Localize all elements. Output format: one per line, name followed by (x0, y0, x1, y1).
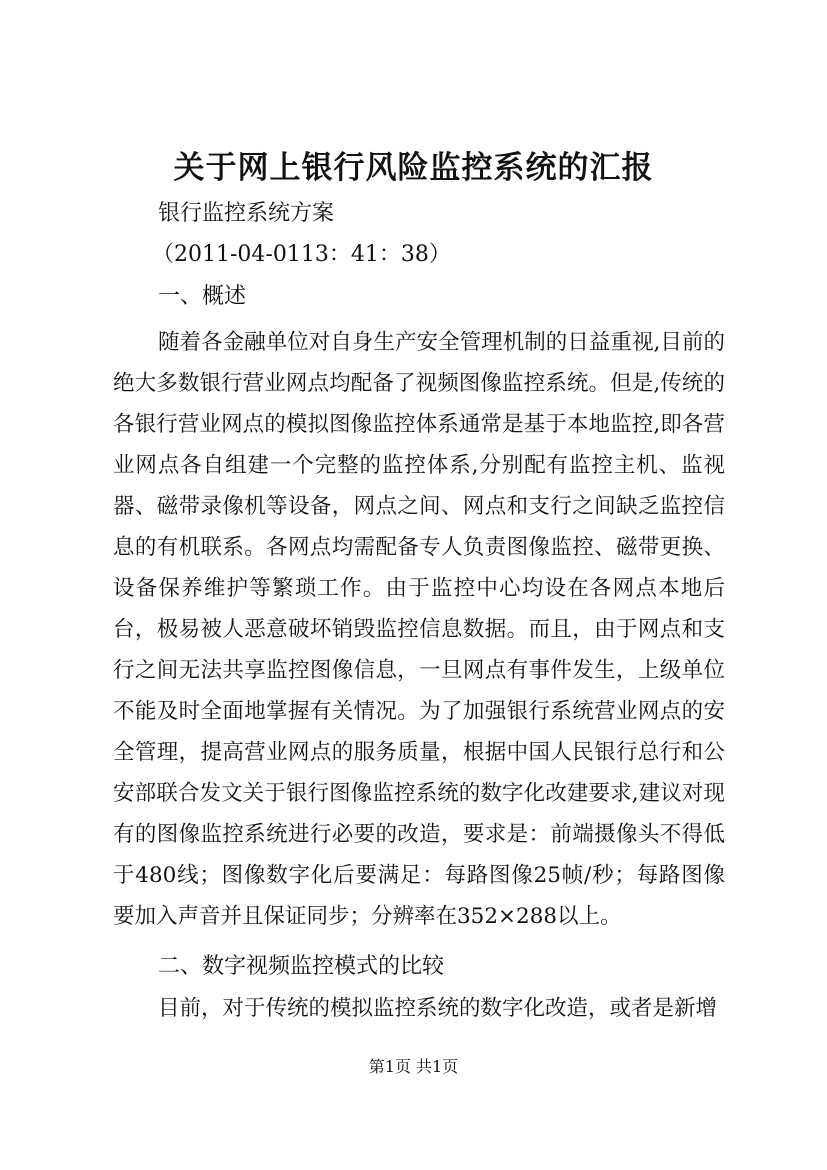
paragraph-1: 随着各金融单位对自身生产安全管理机制的日益重视,目前的绝大多数银行营业网点均配备了视频图像监控系统。但是,传统的各银行营业网点的模拟图像监控体系通常是基于本地监控,即各营业网点各自组建一个完整的监控体系,分别配有监控主机、监视器、磁带录像机等设备，网点之间、网点和支行之间缺乏监控信息的有机联系。各网点均需配备专人负责图像监控、磁带更换、设备保养维护等繁琐工作。由于监控中心均设在各网点本地后台，极易被人恶意破坏销毁监控信息数据。而且，由于网点和支行之间无法共享监控图像信息，一旦网点有事件发生，上级单位不能及时全面地掌握有关情况。为了加强银行系统营业网点的安全管理，提高营业网点的服务质量，根据中国人民银行总行和公安部联合发文关于银行图像监控系统的数字化改建要求,建议对现有的图像监控系统进行必要的改造，要求是：前端摄像头不得低于480线；图像数字化后要满足：每路图像25帧/秒；每路图像要加入声音并且保证同步；分辨率在352×288以上。 (113, 330, 725, 929)
document-title: 关于网上银行风险监控系统的汇报 (173, 150, 654, 186)
date-line: （2011-04-0113：41：38） (152, 242, 451, 267)
section-1-heading: 一、概述 (158, 284, 247, 309)
section-2-heading: 二、数字视频监控模式的比较 (158, 954, 445, 979)
page-number-footer: 第1页 共1页 (368, 1057, 459, 1076)
paragraph-2: 目前，对于传统的模拟监控系统的数字化改造，或者是新增 (158, 996, 718, 1021)
document-subtitle: 银行监控系统方案 (158, 201, 335, 226)
